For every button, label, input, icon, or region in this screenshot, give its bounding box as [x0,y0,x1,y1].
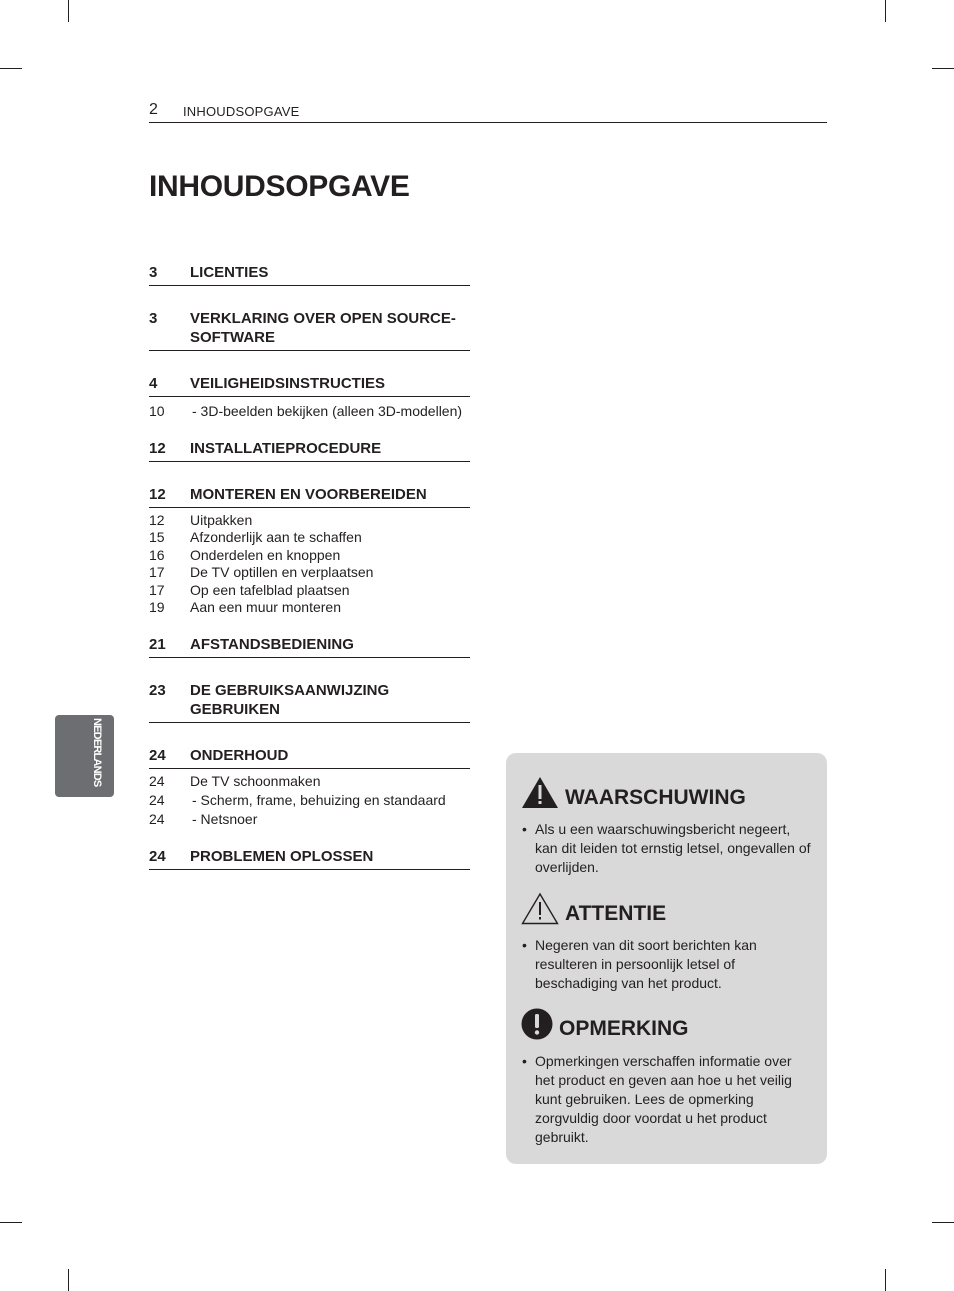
warning-label: WAARSCHUWING [565,786,746,809]
toc-page-number: 24 [149,747,166,764]
toc-page-number: 24 [149,848,166,865]
toc-subentry-title: Aan een muur monteren [190,599,341,615]
language-tab [55,715,114,797]
toc-entry-veiligheid[interactable] [149,374,470,397]
toc-page-number: 21 [149,636,166,653]
crop-mark [932,1222,954,1223]
crop-mark [0,68,22,69]
toc-subentry-title: De TV schoonmaken [190,773,321,789]
toc-entry-onderhoud[interactable] [149,746,470,769]
toc-entry-title: INSTALLATIEPROCEDURE [190,440,382,457]
toc-page-number: 3 [149,264,158,281]
crop-mark [885,1269,886,1291]
warning-text: • Als u een waarschuwingsbericht negeert, kan dit leiden tot ernstig letsel, ongevallen of overlijden. [522,820,812,877]
toc-subentry[interactable] [149,792,479,809]
toc-subentry-title: Afzonderlijk aan te schaffen [190,529,362,546]
toc-subentry[interactable] [149,773,479,790]
toc-entry-title: ONDERHOUD [190,747,289,764]
toc-page-number: 24 [149,811,165,827]
toc-entry-monteren[interactable] [149,485,470,508]
warning-triangle-outline-icon [521,892,559,925]
crop-mark [0,1222,22,1223]
caution-text: • Negeren van dit soort berichten kan resulteren in persoonlijk letsel of beschadiging van het product. [522,936,812,993]
caution-list [522,936,812,993]
toc-subentry-title: - 3D-beelden bekijken (alleen 3D-modellen) [192,403,463,419]
toc-page-number: 12 [149,486,166,503]
toc-entry-title: VEILIGHEIDSINSTRUCTIES [190,375,386,392]
note-text: • Opmerkingen verschaffen informatie over het product en geven aan hoe u het veilig kunt gebruiken. Lees de opmerking zorgvuldig door voordat u het product gebruikt. [522,1052,812,1147]
toc-entry-afstandsbediening[interactable] [149,635,470,658]
toc-subentry[interactable] [149,582,479,599]
page-header [149,100,827,123]
toc-page-number: 24 [149,773,165,789]
warning-heading [521,776,746,809]
toc-entry-licenties[interactable] [149,263,470,286]
toc-subentry[interactable] [149,599,479,616]
crop-mark [68,1269,69,1291]
toc-page-number: 3 [149,310,158,327]
warning-list [522,820,812,877]
toc-page-number: 15 [149,529,165,546]
page-number: 2 [149,101,158,118]
exclamation-circle-icon [521,1008,553,1040]
toc-subentry[interactable] [149,403,479,420]
caution-heading [521,892,666,925]
toc-entry-title: VERKLARING OVER OPEN SOURCE- [190,310,456,327]
toc-subentry[interactable] [149,547,479,564]
toc-entry-title: PROBLEMEN OPLOSSEN [190,848,374,865]
notice-box [506,753,827,1164]
toc-subentry-title: De TV optillen en verplaatsen [190,564,374,581]
toc-subentry[interactable] [149,512,479,529]
toc-subentry-title: Op een tafelblad plaatsen [190,581,350,598]
warning-triangle-filled-icon [521,776,559,809]
toc-page-number: 12 [149,440,166,457]
toc-entry-problemen[interactable] [149,847,470,870]
toc-subentry[interactable] [149,811,479,828]
toc-subentry-title: Onderdelen en knoppen [190,546,341,563]
toc-entry-open-source[interactable] [149,309,470,351]
toc-page-number: 10 [149,403,165,419]
language-tab-label: NEDERLANDS [91,718,103,787]
toc-entry-title: AFSTANDSBEDIENING [190,636,354,653]
crop-mark [885,0,886,22]
crop-mark [68,0,69,22]
header-section: INHOUDSOPGAVE [183,104,300,119]
note-heading [521,1008,689,1040]
toc-page-number: 24 [149,792,165,808]
toc-subentry-title: - Scherm, frame, behuizing en standaard [192,792,446,808]
toc-page-number: 4 [149,375,158,392]
toc-subentry[interactable] [149,564,479,581]
toc-entry-title: DE GEBRUIKSAANWIJZING [190,682,390,699]
crop-mark [932,68,954,69]
toc-entry-title-line2: SOFTWARE [190,329,275,346]
toc-page-number: 17 [149,581,165,598]
toc-entry-title-line2: GEBRUIKEN [190,701,281,718]
toc-entry-title: LICENTIES [190,264,269,281]
toc-subentry[interactable] [149,529,479,546]
toc-entry-installatie[interactable] [149,439,470,462]
toc-entry-gebruiksaanwijzing[interactable] [149,681,470,723]
toc-page-number: 12 [149,512,165,528]
toc-subentry-title: - Netsnoer [192,811,258,827]
toc-page-number: 23 [149,682,166,699]
toc-page-number: 19 [149,599,165,615]
note-list [522,1052,812,1147]
toc-page-number: 16 [149,546,165,563]
toc-page-number: 17 [149,564,165,581]
page-title: INHOUDSOPGAVE [149,170,410,203]
caution-label: ATTENTIE [565,902,667,925]
note-label: OPMERKING [559,1017,689,1040]
toc-entry-title: MONTEREN EN VOORBEREIDEN [190,486,427,503]
toc-subentry-title: Uitpakken [190,512,253,528]
